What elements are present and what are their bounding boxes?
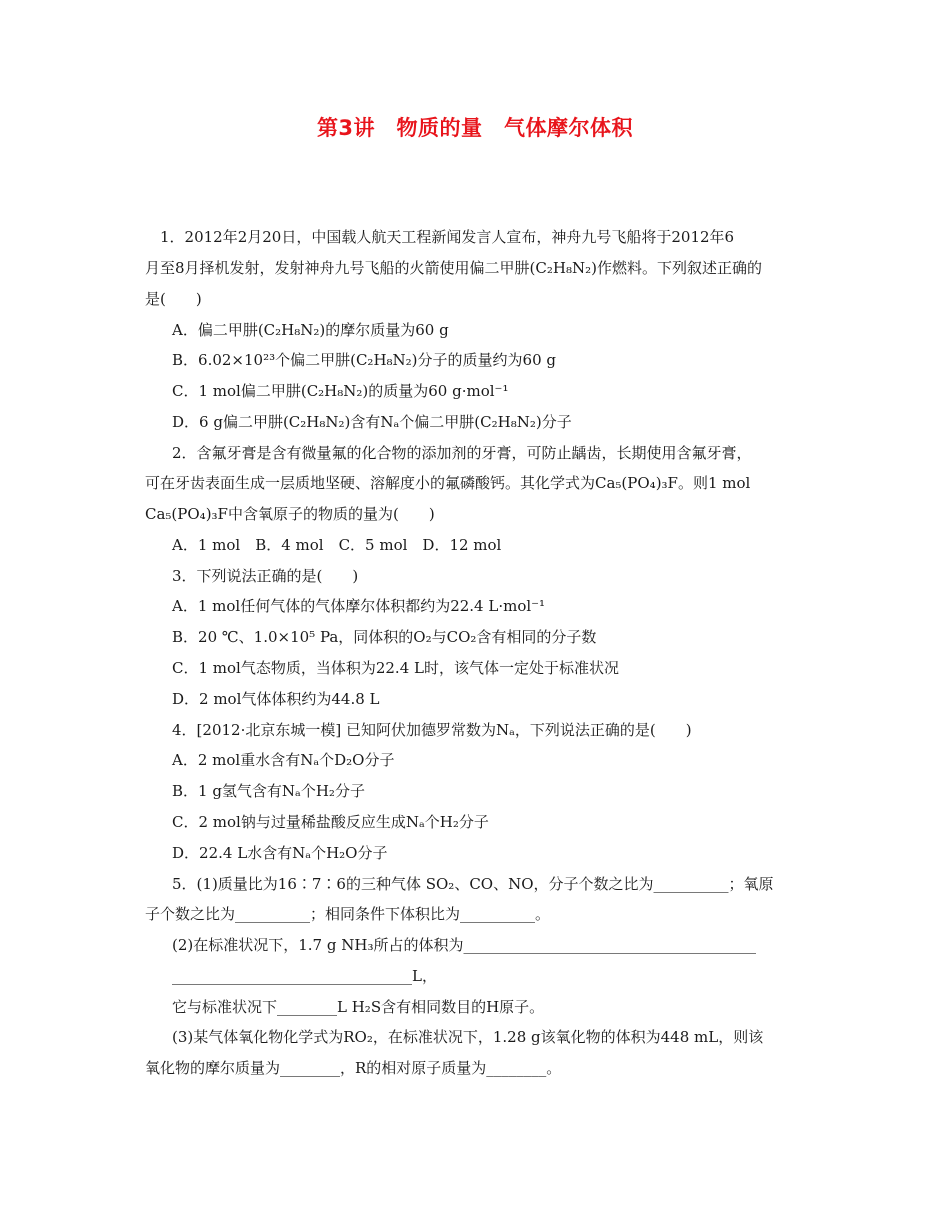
option-line: A．1 mol B．4 mol C．5 mol D．12 mol [172, 536, 502, 554]
page-title: 第3讲 物质的量 气体摩尔体积 [316, 116, 634, 140]
option-line: C．2 mol钠与过量稀盐酸反应生成Nₐ个H₂分子 [172, 813, 489, 831]
option-line: C．1 mol偏二甲肼(C₂H₈N₂)的质量为60 g·mol⁻¹ [172, 382, 509, 400]
question-line: (2)在标准状况下，1.7 g NH₃所占的体积为_______________________________________ [172, 936, 756, 954]
option-line: B．20 ℃、1.0×10⁵ Pa，同体积的O₂与CO₂含有相同的分子数 [172, 628, 597, 646]
option-line: D．6 g偏二甲肼(C₂H₈N₂)含有Nₐ个偏二甲肼(C₂H₈N₂)分子 [172, 413, 572, 431]
doc-line: 1．2012年2月20日，中国载人航天工程新闻发言人宣布，神舟九号飞船将于2012年6 [145, 228, 735, 246]
option-line: A．2 mol重水含有Nₐ个D₂O分子 [172, 751, 395, 769]
question-line: 5．(1)质量比为16∶7∶6的三种气体 SO₂、CO、NO，分子个数之比为__________；氧原 [172, 875, 774, 893]
doc-line: 月至8月择机发射，发射神舟九号飞船的火箭使用偏二甲肼(C₂H₈N₂)作燃料。下列叙述正确的 [145, 259, 762, 277]
doc-line: 可在牙齿表面生成一层质地坚硬、溶解度小的氟磷酸钙。其化学式为Ca₅(PO₄)₃F。则1 mol [145, 474, 751, 492]
doc-line: 它与标准状况下________L H₂S含有相同数目的H原子。 [172, 998, 545, 1016]
option-line: C．1 mol气态物质，当体积为22.4 L时，该气体一定处于标准状况 [172, 659, 619, 677]
question-line: 2．含氟牙膏是含有微量氟的化合物的添加剂的牙膏，可防止龋齿，长期使用含氟牙膏， [172, 444, 752, 462]
question-line: (3)某气体氧化物化学式为RO₂，在标准状况下，1.28 g该氧化物的体积为448 mL，则该 [172, 1028, 764, 1046]
doc-line: 氧化物的摩尔质量为________，R的相对原子质量为________。 [145, 1059, 562, 1077]
doc-line: 是( ) [145, 290, 202, 308]
option-line: A．偏二甲肼(C₂H₈N₂)的摩尔质量为60 g [172, 321, 449, 339]
option-line: D．2 mol气体体积约为44.8 L [172, 690, 380, 708]
doc-line: 子个数之比为__________；相同条件下体积比为__________。 [145, 905, 551, 923]
option-line: B．6.02×10²³个偏二甲肼(C₂H₈N₂)分子的质量约为60 g [172, 351, 556, 369]
doc-line: Ca₅(PO₄)₃F中含氧原子的物质的量为( ) [145, 505, 435, 523]
option-line: B．1 g氢气含有Nₐ个H₂分子 [172, 782, 365, 800]
question-line: 3．下列说法正确的是( ) [172, 567, 359, 585]
option-line: D．22.4 L水含有Nₐ个H₂O分子 [172, 844, 388, 862]
option-line: A．1 mol任何气体的气体摩尔体积都约为22.4 L·mol⁻¹ [172, 597, 546, 615]
question-line: 4．[2012·北京东城一模] 已知阿伏加德罗常数为Nₐ，下列说法正确的是( ) [172, 721, 692, 739]
doc-line: ________________________________L， [172, 967, 437, 985]
